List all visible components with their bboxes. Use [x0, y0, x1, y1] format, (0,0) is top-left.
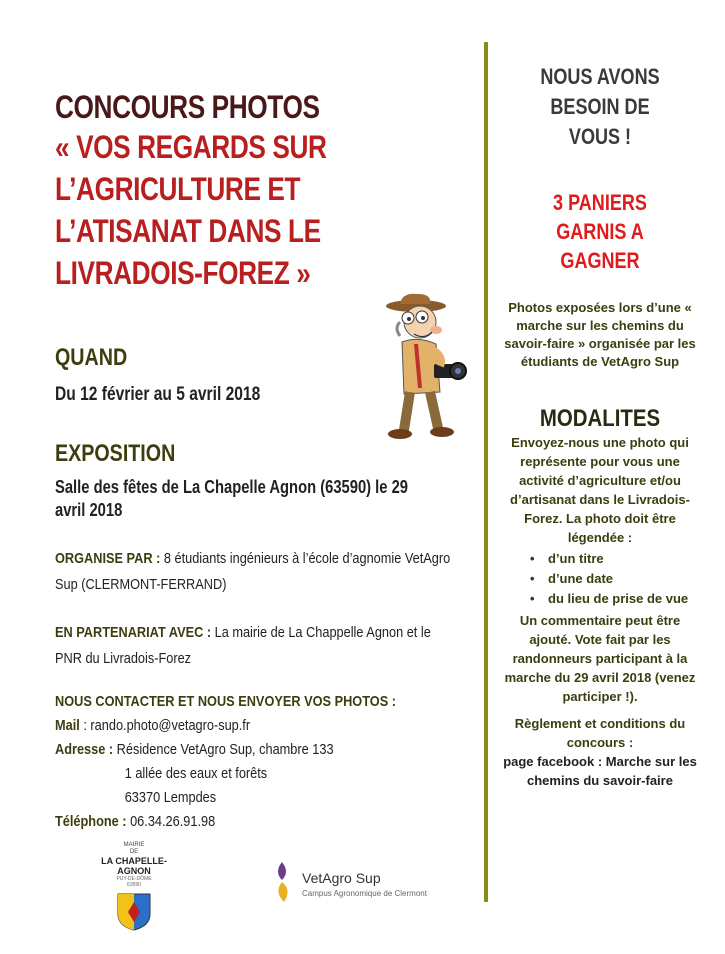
adresse-line-1: Résidence VetAgro Sup, chambre 133	[113, 741, 334, 758]
organise-text: 8 étudiants ingénieurs à l’école d’agnomie VetAgro Sup (CLERMONT-FERRAND)	[55, 550, 451, 593]
exposition-heading: EXPOSITION	[55, 440, 176, 467]
mail-value[interactable]: : rando.photo@vetagro-sup.fr	[79, 717, 251, 734]
exposition-line-1: Salle des fêtes de La Chapelle Agnon (63590) le 29	[55, 477, 409, 497]
contact-block	[55, 690, 455, 834]
vertical-divider	[484, 42, 488, 902]
adresse-label: Adresse :	[55, 741, 114, 758]
vetagro-leaf-icon	[272, 860, 296, 904]
legend-requirements-list	[500, 549, 700, 609]
organise-paragraph	[55, 546, 455, 598]
mairie-logo	[88, 842, 180, 926]
telephone-label: Téléphone :	[55, 813, 127, 830]
coat-of-arms-icon	[116, 892, 152, 932]
list-item: • d’un titre	[500, 549, 700, 569]
vetagro-subtitle: Campus Agronomique de Clermont	[302, 889, 427, 898]
adresse-line-2: 1 allée des eaux et forêts	[124, 765, 268, 782]
mairie-de: DE	[129, 849, 139, 855]
title-line-3: L’AGRICULTURE ET	[55, 171, 301, 207]
title-line-4: L’ATISANAT DANS LE	[55, 213, 321, 249]
vetagro-logo	[272, 856, 432, 906]
partenariat-label: EN PARTENARIAT AVEC :	[55, 624, 212, 641]
mairie-code: 63590	[127, 882, 141, 888]
telephone-row	[55, 810, 455, 834]
quand-text: Du 12 février au 5 avril 2018	[55, 384, 261, 405]
exposition-line-2: avril 2018	[55, 500, 123, 520]
prize-line-1: 3 PANIERS	[553, 190, 647, 215]
need-line-2: BESOIN DE	[550, 94, 650, 119]
title-line-2: « VOS REGARDS SUR	[55, 129, 327, 165]
title-line-5: LIVRADOIS-FOREZ »	[55, 255, 311, 291]
contact-heading: NOUS CONTACTER ET NOUS ENVOYER VOS PHOTOS :	[55, 693, 396, 710]
facebook-text: page facebook : Marche sur les chemins du savoir-faire	[503, 754, 697, 788]
quand-heading: QUAND	[55, 344, 128, 371]
title-line-1: CONCOURS PHOTOS	[55, 89, 320, 125]
list-item: • d’une date	[500, 569, 700, 589]
need-line-3: VOUS !	[568, 124, 632, 149]
mairie-top: MAIRIE	[123, 842, 145, 848]
prize-line-2: GARNIS A	[556, 219, 644, 244]
organise-label: ORGANISE PAR :	[55, 550, 161, 567]
partenariat-paragraph	[55, 620, 455, 672]
mail-row	[55, 714, 455, 738]
vetagro-name: VetAgro Sup	[302, 870, 381, 886]
prize-line-3: GAGNER	[560, 248, 640, 273]
mairie-name: LA CHAPELLE-AGNON	[101, 856, 167, 876]
right-column	[500, 62, 700, 790]
mairie-sub: PUY-DE-DÔME	[116, 876, 152, 882]
adresse-row	[55, 738, 455, 762]
adresse-line-3: 63370 Lempdes	[124, 789, 217, 806]
title-block	[55, 88, 435, 294]
rules-text: Règlement et conditions du concours :	[514, 716, 686, 750]
mail-label: Mail	[55, 717, 80, 734]
telephone-value: 06.34.26.91.98	[126, 813, 216, 830]
list-item: • du lieu de prise de vue	[500, 589, 700, 609]
partenariat-text: La mairie de La Chappelle Agnon et le PNR du Livradois-Forez	[55, 624, 431, 667]
need-line-1: NOUS AVONS	[540, 64, 660, 89]
modalites-text: Envoyez-nous une photo qui représente pour vous une activité d’agriculture et/ou d’artisanat dans le Livradois-Forez. La photo doit être légendée :	[510, 435, 690, 545]
modalites-heading: MODALITES	[539, 405, 661, 432]
photographer-cartoon-illustration	[378, 292, 474, 442]
comment-text: Un commentaire peut être ajouté. Vote fait par les randonneurs participant à la marche du 29 avril 2018 (venez participer !).	[504, 613, 696, 704]
photos-description: Photos exposées lors d’une « marche sur les chemins du savoir-faire » organisée par les étudiants de VetAgro Sup	[504, 300, 696, 369]
